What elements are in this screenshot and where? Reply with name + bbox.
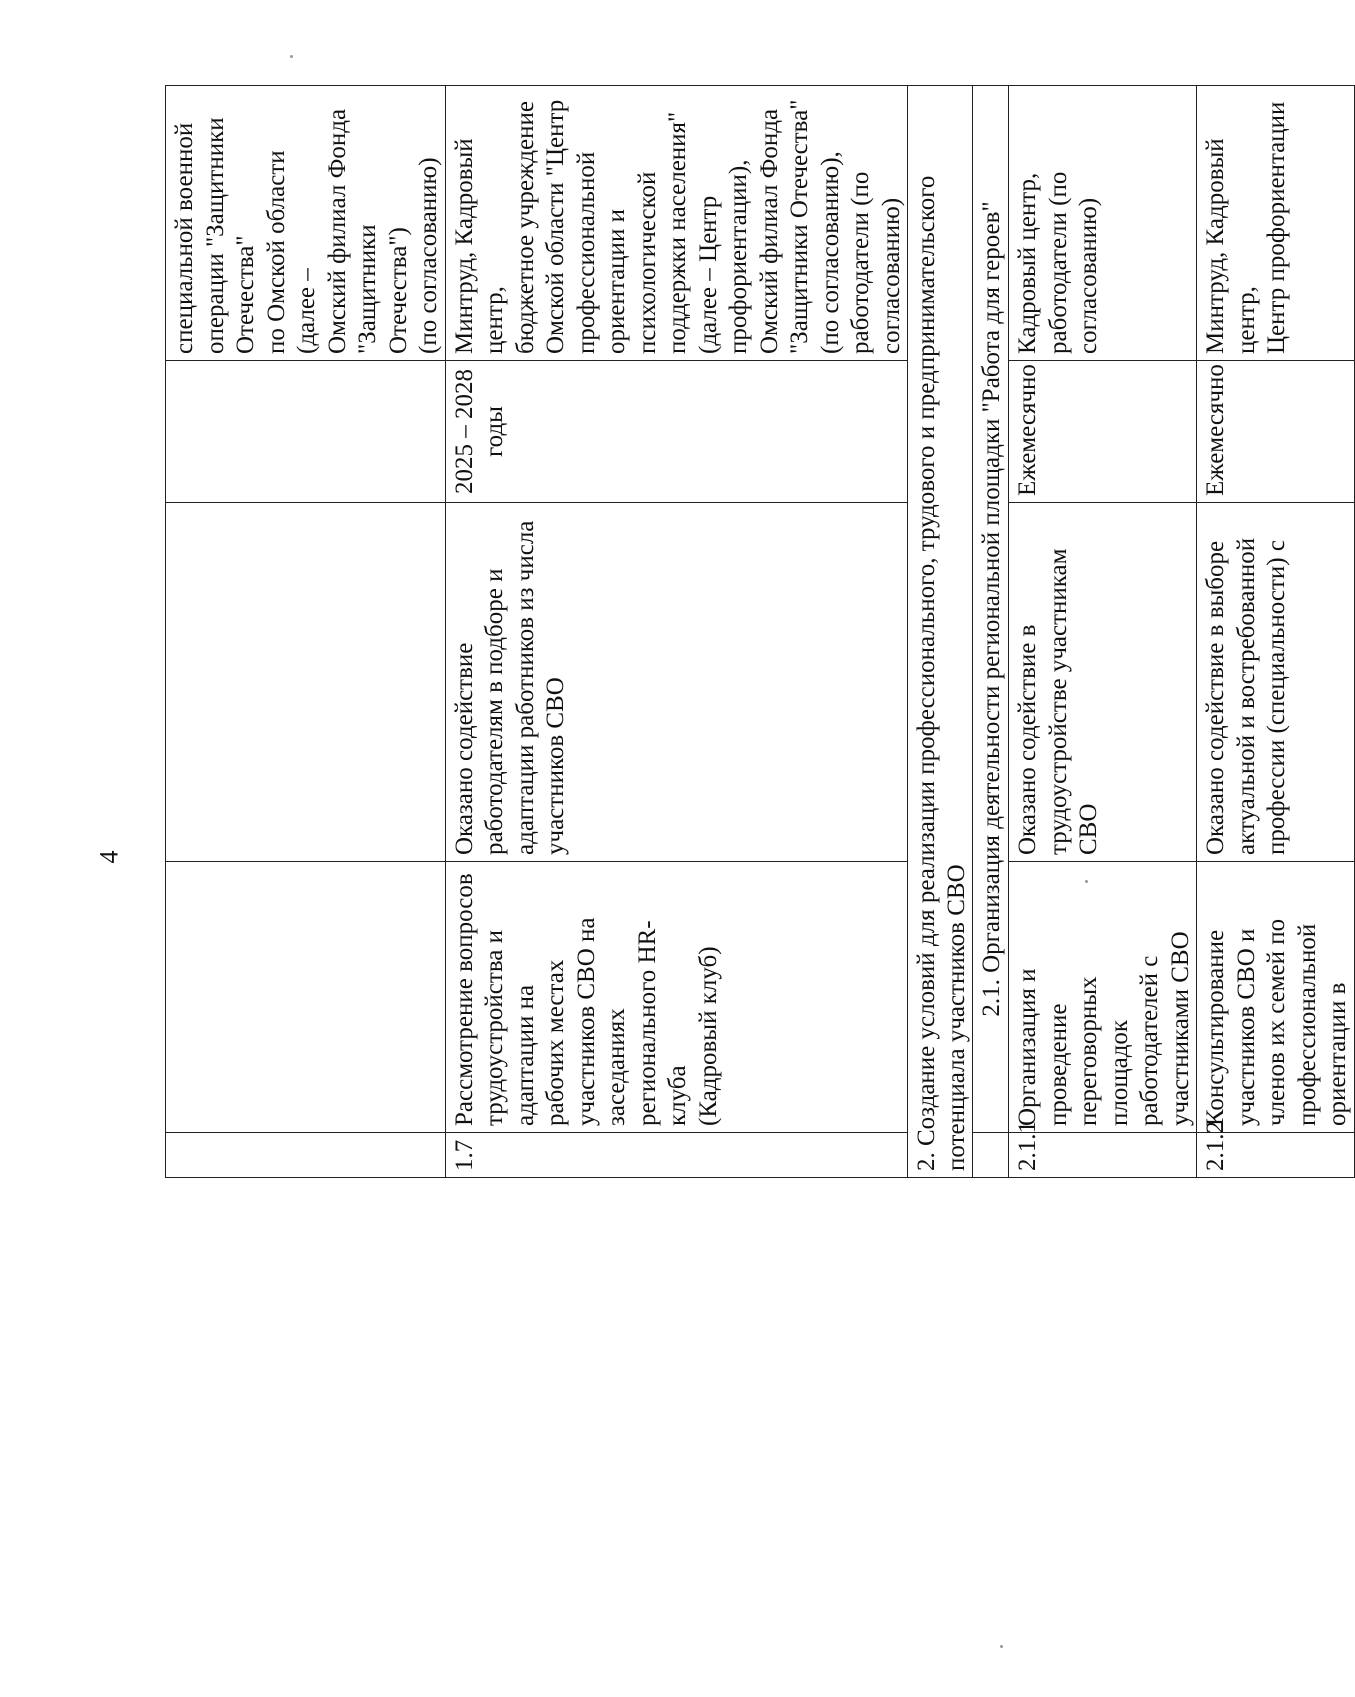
result-cell: Оказано содействие в трудоустройстве участникам СВО — [1009, 503, 1197, 862]
row-number: 2.1.1 — [1009, 1133, 1197, 1178]
table-row — [1009, 86, 1197, 1178]
executors-cell: Минтруд, Кадровый центр, Центр профориентации — [1197, 86, 1355, 361]
table-row — [166, 86, 446, 1178]
term-cell: Ежемесячно — [1197, 361, 1355, 503]
event-cell: Организация и проведение переговорных площадок работодателей с участниками СВО — [1009, 862, 1197, 1133]
subsection-row — [973, 86, 1009, 1178]
event-cell — [166, 862, 446, 1133]
empty-cell — [973, 1133, 1009, 1178]
executors-cell: специальной военной операции "Защитники Отечества" по Омской области (далее – Омский филиал Фонда "Защитники Отечества") (по согласованию) — [166, 86, 446, 361]
section-heading: 2. Создание условий для реализации профессионального, трудового и предпринимательского потенциала участников СВО — [908, 86, 973, 1178]
row-number: 1.7 — [445, 1133, 908, 1178]
section-row — [908, 86, 973, 1178]
table-row — [1197, 86, 1355, 1178]
table-row — [445, 86, 908, 1178]
subsection-heading: 2.1. Организация деятельности региональной площадки "Работа для героев" — [973, 86, 1009, 1133]
row-number: 2.1.2 — [1197, 1133, 1355, 1178]
scan-speck — [290, 55, 293, 58]
result-cell: Оказано содействие работодателям в подборе и адаптации работников из числа участников СВО — [445, 503, 908, 862]
term-cell: Ежемесячно — [1009, 361, 1197, 503]
event-cell: Консультирование участников СВО и членов их семей по профессиональной ориентации в — [1197, 862, 1355, 1133]
executors-cell: Минтруд, Кадровый центр, бюджетное учреждение Омской области "Центр профессиональной ориентации и психологической поддержки населения" (далее – Центр профориентации), Омский филиал Фонда "Защитники Отечества" (по согласованию), работодатели (по согласованию) — [445, 86, 908, 361]
scan-speck — [1000, 1645, 1003, 1648]
page-number: 4 — [94, 850, 124, 864]
plan-table — [165, 85, 1355, 1178]
term-cell — [166, 361, 446, 503]
event-cell: Рассмотрение вопросов трудоустройства и адаптации на рабочих местах участников СВО на заседаниях регионального HR-клуба (Кадровый клуб) — [445, 862, 908, 1133]
result-cell: Оказано содействие в выборе актуальной и востребованной профессии (специальности) с — [1197, 503, 1355, 862]
result-cell — [166, 503, 446, 862]
row-number — [166, 1133, 446, 1178]
scan-speck — [1085, 880, 1088, 883]
rotated-table-wrapper — [165, 86, 1351, 1178]
executors-cell: Кадровый центр, работодатели (по согласованию) — [1009, 86, 1197, 361]
term-cell: 2025 – 2028 годы — [445, 361, 908, 503]
